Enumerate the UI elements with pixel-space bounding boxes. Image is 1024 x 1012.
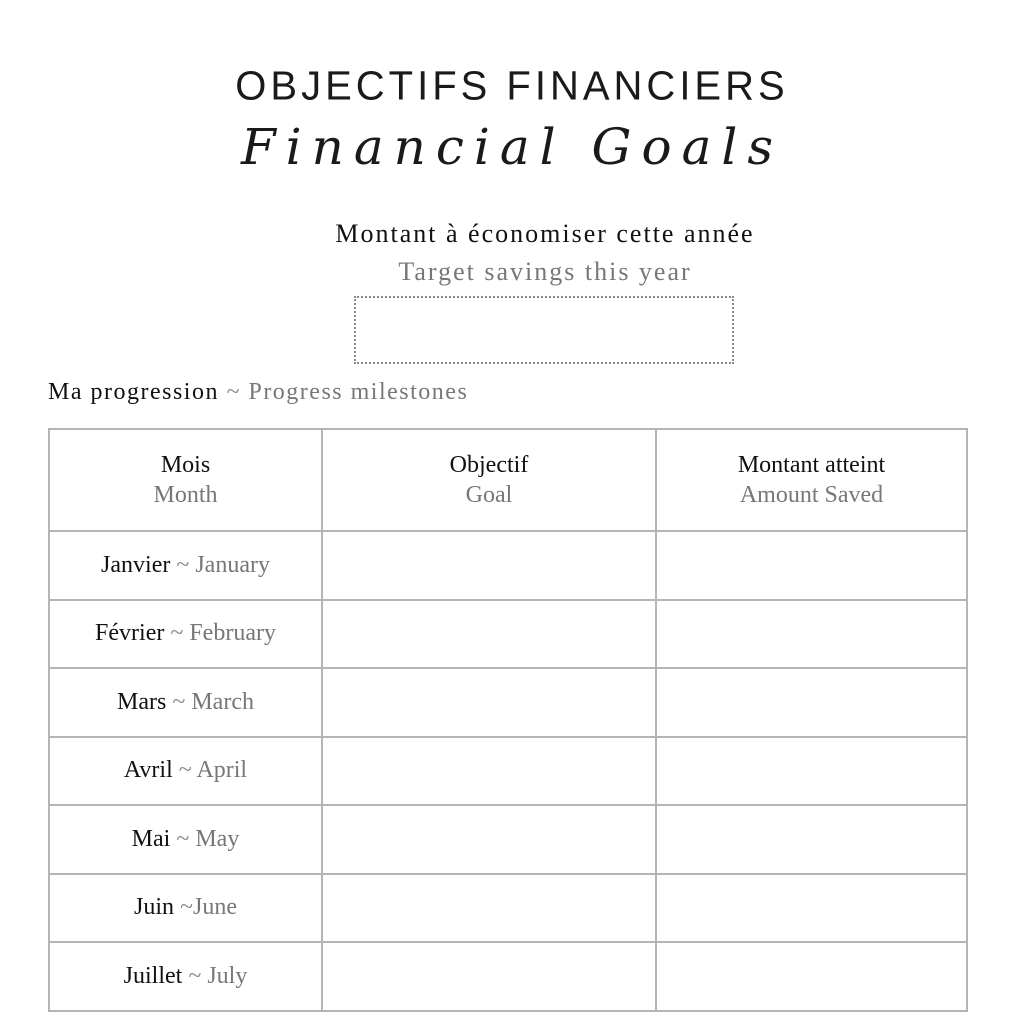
month-label-en: February	[189, 620, 276, 647]
progress-heading-separator: ~	[218, 379, 249, 405]
column-header-goal	[322, 429, 656, 531]
table-row	[49, 805, 967, 874]
table-row	[49, 531, 967, 600]
month-cell	[49, 600, 322, 669]
amount-saved-cell[interactable]	[656, 737, 967, 806]
amount-saved-cell[interactable]	[656, 874, 967, 943]
month-separator: ~	[170, 551, 196, 578]
month-label-en: March	[191, 688, 254, 715]
month-label-fr: Mars	[117, 688, 167, 715]
month-label-en: April	[196, 757, 248, 784]
column-header-label-fr: Objectif	[449, 452, 529, 478]
month-label-fr: Avril	[123, 757, 173, 784]
month-label-fr: Juillet	[123, 962, 183, 989]
month-cell	[49, 531, 322, 600]
month-cell	[49, 805, 322, 874]
goal-cell[interactable]	[322, 668, 656, 737]
goal-cell[interactable]	[322, 942, 656, 1011]
column-header-amount-saved	[656, 429, 967, 531]
progress-heading-en: Progress milestones	[248, 379, 469, 405]
month-separator: ~	[182, 962, 208, 989]
amount-saved-cell[interactable]	[656, 668, 967, 737]
month-cell	[49, 668, 322, 737]
column-header-label-fr: Mois	[160, 452, 211, 478]
table-row	[49, 942, 967, 1011]
table-row	[49, 600, 967, 669]
page-subtitle-script: Financial Goals	[240, 118, 784, 176]
target-label-en: Target savings this year	[398, 257, 692, 286]
target-savings-field[interactable]	[354, 296, 734, 364]
goal-cell[interactable]	[322, 600, 656, 669]
amount-saved-cell[interactable]	[656, 805, 967, 874]
month-label-fr: Mai	[131, 825, 171, 852]
progress-heading	[48, 379, 468, 406]
month-cell	[49, 942, 322, 1011]
column-header-label-en: Amount Saved	[739, 482, 884, 508]
month-label-en: June	[193, 894, 237, 921]
goal-cell[interactable]	[322, 737, 656, 806]
page-title: OBJECTIFS FINANCIERS	[235, 63, 789, 109]
month-label-fr: Février	[95, 620, 165, 647]
goal-cell[interactable]	[322, 531, 656, 600]
month-label-fr: Juin	[134, 894, 175, 921]
table-row	[49, 668, 967, 737]
month-label-en: May	[195, 825, 240, 852]
month-separator: ~	[174, 894, 193, 921]
amount-saved-cell[interactable]	[656, 942, 967, 1011]
goal-cell[interactable]	[322, 805, 656, 874]
column-header-month	[49, 429, 322, 531]
target-label-fr: Montant à économiser cette année	[335, 219, 755, 248]
month-cell	[49, 874, 322, 943]
column-header-label-fr: Montant atteint	[737, 452, 886, 478]
table-row	[49, 874, 967, 943]
month-label-fr: Janvier	[101, 551, 171, 578]
column-header-label-en: Goal	[465, 482, 513, 508]
month-separator: ~	[164, 620, 190, 647]
table-header-row	[49, 429, 967, 531]
month-separator: ~	[170, 825, 196, 852]
month-separator: ~	[166, 688, 192, 715]
month-separator: ~	[172, 757, 197, 784]
progress-heading-fr: Ma progression	[48, 379, 219, 405]
month-label-en: July	[207, 962, 248, 989]
table-row	[49, 737, 967, 806]
goal-cell[interactable]	[322, 874, 656, 943]
progress-table	[48, 428, 968, 1012]
month-label-en: January	[195, 551, 270, 578]
amount-saved-cell[interactable]	[656, 600, 967, 669]
column-header-label-en: Month	[153, 482, 218, 508]
month-cell	[49, 737, 322, 806]
amount-saved-cell[interactable]	[656, 531, 967, 600]
